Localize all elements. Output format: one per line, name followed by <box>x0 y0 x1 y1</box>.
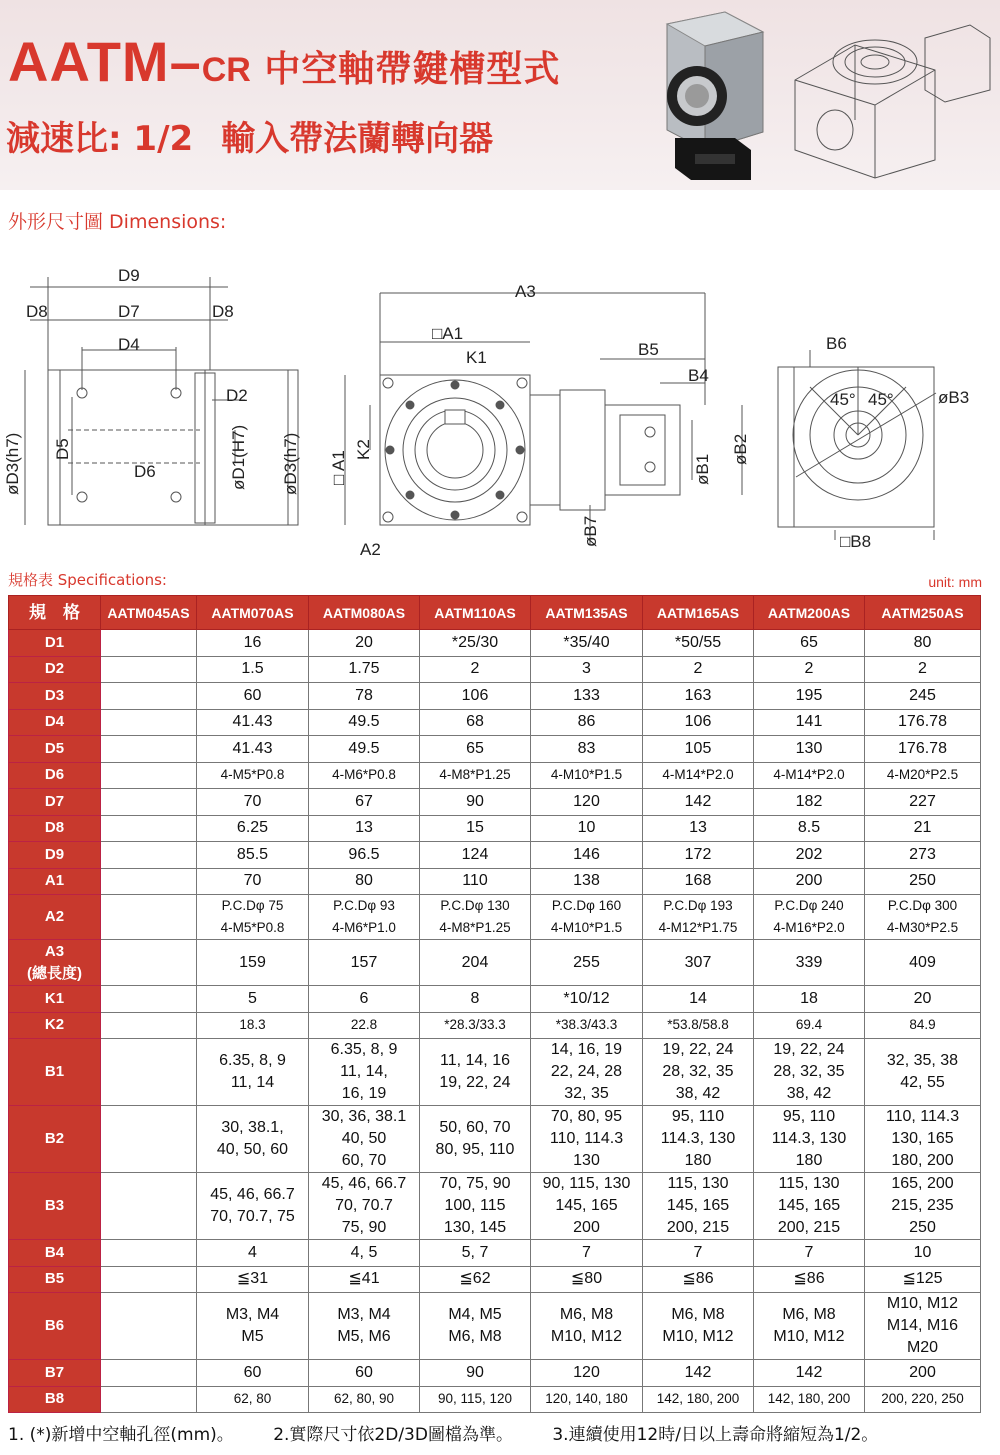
table-cell: 2 <box>865 656 981 683</box>
label-k2: K2 <box>354 439 373 460</box>
table-cell: 95, 110 114.3, 130 180 <box>643 1106 754 1173</box>
table-cell: 227 <box>865 789 981 816</box>
table-cell <box>101 709 197 736</box>
right-view <box>778 350 936 540</box>
table-cell: 6 <box>309 986 420 1013</box>
table-cell: M10, M12 M14, M16 M20 <box>865 1293 981 1360</box>
label-a2: A2 <box>360 540 381 559</box>
table-cell <box>101 895 197 940</box>
table-row <box>9 1173 981 1240</box>
table-cell <box>101 986 197 1013</box>
table-cell: 110, 114.3 130, 165 180, 200 <box>865 1106 981 1173</box>
table-cell: 41.43 <box>197 709 309 736</box>
table-cell: 142 <box>643 1360 754 1387</box>
table-cell: 2 <box>643 656 754 683</box>
row-label: B4 <box>9 1240 101 1267</box>
table-cell: P.C.Dφ 193 4-M12*P1.75 <box>643 895 754 940</box>
table-cell: 165, 200 215, 235 250 <box>865 1173 981 1240</box>
header-model: AATM165AS <box>643 596 754 630</box>
table-cell: ≦41 <box>309 1266 420 1293</box>
table-cell: 168 <box>643 868 754 895</box>
table-cell <box>101 1173 197 1240</box>
table-cell: 2 <box>754 656 865 683</box>
table-cell: M6, M8 M10, M12 <box>643 1293 754 1360</box>
table-cell: 96.5 <box>309 842 420 869</box>
table-row <box>9 762 981 789</box>
table-cell: 115, 130 145, 165 200, 215 <box>643 1173 754 1240</box>
table-row <box>9 683 981 710</box>
row-label: K1 <box>9 986 101 1013</box>
label-d3-right: øD3(h7) <box>281 432 300 495</box>
table-cell: 60 <box>309 1360 420 1387</box>
ratio-label: 減速比: 1/2 <box>6 119 194 159</box>
label-d4: D4 <box>118 335 140 354</box>
table-cell: 13 <box>643 815 754 842</box>
table-cell: 80 <box>309 868 420 895</box>
product-photo <box>655 10 773 182</box>
row-label: D9 <box>9 842 101 869</box>
table-cell: 195 <box>754 683 865 710</box>
table-cell: 4, 5 <box>309 1240 420 1267</box>
table-row <box>9 940 981 986</box>
table-cell: 90 <box>420 1360 531 1387</box>
table-row <box>9 1386 981 1413</box>
table-cell: M3, M4 M5 <box>197 1293 309 1360</box>
header-spec-label: 規 格 <box>9 596 101 630</box>
table-row <box>9 1039 981 1106</box>
row-label: D6 <box>9 762 101 789</box>
table-cell: *50/55 <box>643 630 754 657</box>
table-cell: 90, 115, 130 145, 165 200 <box>531 1173 643 1240</box>
table-cell: 200 <box>754 868 865 895</box>
table-cell: 6.35, 8, 9 11, 14 <box>197 1039 309 1106</box>
label-b6: B6 <box>826 334 847 353</box>
table-row <box>9 868 981 895</box>
table-cell: P.C.Dφ 300 4-M30*P2.5 <box>865 895 981 940</box>
table-cell <box>101 1386 197 1413</box>
table-cell: 41.43 <box>197 736 309 763</box>
left-view <box>25 277 298 525</box>
table-cell: ≦62 <box>420 1266 531 1293</box>
table-cell: ≦125 <box>865 1266 981 1293</box>
table-cell: P.C.Dφ 75 4-M5*P0.8 <box>197 895 309 940</box>
table-cell: 6.25 <box>197 815 309 842</box>
header-banner <box>0 0 1000 190</box>
table-cell: ≦31 <box>197 1266 309 1293</box>
table-cell: 4-M14*P2.0 <box>643 762 754 789</box>
table-cell: 142 <box>643 789 754 816</box>
table-cell: 110 <box>420 868 531 895</box>
table-cell: M3, M4 M5, M6 <box>309 1293 420 1360</box>
table-cell: 120 <box>531 789 643 816</box>
model-suffix: CR <box>201 51 251 89</box>
table-cell: 67 <box>309 789 420 816</box>
table-cell: *28.3/33.3 <box>420 1012 531 1039</box>
table-cell: 86 <box>531 709 643 736</box>
header-model: AATM110AS <box>420 596 531 630</box>
table-cell: 19, 22, 24 28, 32, 35 38, 42 <box>643 1039 754 1106</box>
table-cell: 62, 80, 90 <box>309 1386 420 1413</box>
dimensions-title: 外形尺寸圖 Dimensions: <box>8 211 227 233</box>
table-row <box>9 986 981 1013</box>
table-cell: 84.9 <box>865 1012 981 1039</box>
table-cell: P.C.Dφ 93 4-M6*P1.0 <box>309 895 420 940</box>
row-label: B2 <box>9 1106 101 1173</box>
table-cell <box>101 1106 197 1173</box>
table-cell: 69.4 <box>754 1012 865 1039</box>
table-cell: 10 <box>531 815 643 842</box>
table-cell: 130 <box>754 736 865 763</box>
table-cell: 49.5 <box>309 709 420 736</box>
table-cell: 11, 14, 16 19, 22, 24 <box>420 1039 531 1106</box>
table-row <box>9 656 981 683</box>
table-cell: 4-M8*P1.25 <box>420 762 531 789</box>
row-label: B5 <box>9 1266 101 1293</box>
row-label: D2 <box>9 656 101 683</box>
table-cell: 19, 22, 24 28, 32, 35 38, 42 <box>754 1039 865 1106</box>
model-prefix: AATM <box>8 30 170 93</box>
table-cell: 250 <box>865 868 981 895</box>
table-cell: P.C.Dφ 130 4-M8*P1.25 <box>420 895 531 940</box>
table-body <box>9 630 981 1413</box>
table-cell: 146 <box>531 842 643 869</box>
row-label: A2 <box>9 895 101 940</box>
label-angle-1: 45° <box>830 390 856 409</box>
table-cell: 14, 16, 19 22, 24, 28 32, 35 <box>531 1039 643 1106</box>
table-cell: 60 <box>197 683 309 710</box>
table-cell <box>101 842 197 869</box>
table-cell: *35/40 <box>531 630 643 657</box>
table-cell: *38.3/43.3 <box>531 1012 643 1039</box>
label-angle-2: 45° <box>868 390 894 409</box>
table-cell: 18.3 <box>197 1012 309 1039</box>
table-cell: 245 <box>865 683 981 710</box>
label-a1-top: □A1 <box>432 324 464 343</box>
table-cell <box>101 736 197 763</box>
table-cell: 15 <box>420 815 531 842</box>
table-cell: 90, 115, 120 <box>420 1386 531 1413</box>
table-row <box>9 736 981 763</box>
table-cell: 45, 46, 66.7 70, 70.7 75, 90 <box>309 1173 420 1240</box>
label-d6: D6 <box>134 462 156 481</box>
table-cell: 202 <box>754 842 865 869</box>
table-cell: 90 <box>420 789 531 816</box>
table-cell: 18 <box>754 986 865 1013</box>
spec-table <box>8 595 981 1413</box>
page-subtitle <box>6 119 494 159</box>
table-cell: 106 <box>420 683 531 710</box>
table-cell: 30, 36, 38.1 40, 50 60, 70 <box>309 1106 420 1173</box>
table-cell: 50, 60, 70 80, 95, 110 <box>420 1106 531 1173</box>
table-cell: 5, 7 <box>420 1240 531 1267</box>
table-cell: *10/12 <box>531 986 643 1013</box>
label-b5: B5 <box>638 340 659 359</box>
row-label: A1 <box>9 868 101 895</box>
table-row <box>9 895 981 940</box>
table-cell: 142, 180, 200 <box>643 1386 754 1413</box>
table-cell: 85.5 <box>197 842 309 869</box>
row-label: B8 <box>9 1386 101 1413</box>
label-k1: K1 <box>466 348 487 367</box>
middle-view <box>345 293 742 545</box>
note-3: 3.連續使用12時/日以上壽命將縮短為1/2。 <box>552 1425 879 1445</box>
table-cell: 133 <box>531 683 643 710</box>
row-label: D8 <box>9 815 101 842</box>
label-b2: øB2 <box>731 433 750 465</box>
table-row <box>9 630 981 657</box>
table-cell: 409 <box>865 940 981 986</box>
table-cell: 70 <box>197 789 309 816</box>
footnotes <box>8 1420 998 1445</box>
table-cell: 65 <box>420 736 531 763</box>
label-d8-left: D8 <box>26 302 48 321</box>
table-cell: 141 <box>754 709 865 736</box>
table-cell <box>101 1039 197 1106</box>
table-row <box>9 815 981 842</box>
table-cell: 45, 46, 66.7 70, 70.7, 75 <box>197 1173 309 1240</box>
table-cell <box>101 789 197 816</box>
label-d5: D5 <box>53 438 72 460</box>
table-cell <box>101 630 197 657</box>
subtitle-cn: 輸入帶法蘭轉向器 <box>221 119 494 159</box>
label-b7: øB7 <box>581 515 600 547</box>
table-cell: 120 <box>531 1360 643 1387</box>
table-cell: 95, 110 114.3, 130 180 <box>754 1106 865 1173</box>
table-row <box>9 1266 981 1293</box>
table-row <box>9 1106 981 1173</box>
table-cell <box>101 762 197 789</box>
table-cell: 8.5 <box>754 815 865 842</box>
table-cell: 142 <box>754 1360 865 1387</box>
table-cell: 159 <box>197 940 309 986</box>
table-cell: *25/30 <box>420 630 531 657</box>
table-cell: 255 <box>531 940 643 986</box>
row-label: B1 <box>9 1039 101 1106</box>
table-cell: ≦86 <box>643 1266 754 1293</box>
table-cell: ≦86 <box>754 1266 865 1293</box>
label-b8: □B8 <box>840 532 872 551</box>
table-cell: 163 <box>643 683 754 710</box>
table-cell: 4-M10*P1.5 <box>531 762 643 789</box>
label-d8-right: D8 <box>212 302 234 321</box>
table-cell: 70, 80, 95 110, 114.3 130 <box>531 1106 643 1173</box>
table-cell: ≦80 <box>531 1266 643 1293</box>
table-cell: 142, 180, 200 <box>754 1386 865 1413</box>
row-label: A3 (總長度) <box>9 940 101 986</box>
table-cell <box>101 815 197 842</box>
table-cell: M6, M8 M10, M12 <box>531 1293 643 1360</box>
table-cell: 60 <box>197 1360 309 1387</box>
table-cell: 200 <box>865 1360 981 1387</box>
note-1: 1. (*)新增中空軸孔徑(mm)。 <box>8 1425 234 1445</box>
header-model: AATM080AS <box>309 596 420 630</box>
table-row <box>9 789 981 816</box>
table-cell: 6.35, 8, 9 11, 14, 16, 19 <box>309 1039 420 1106</box>
table-cell: 65 <box>754 630 865 657</box>
label-a1-side: □ A1 <box>329 450 348 485</box>
product-line-drawing <box>785 20 995 180</box>
table-cell: 78 <box>309 683 420 710</box>
table-cell: M4, M5 M6, M8 <box>420 1293 531 1360</box>
row-label: B7 <box>9 1360 101 1387</box>
title-cn: 中空軸帶鍵槽型式 <box>250 49 561 90</box>
table-cell: 1.5 <box>197 656 309 683</box>
table-cell: 20 <box>309 630 420 657</box>
table-cell: 16 <box>197 630 309 657</box>
label-d2: D2 <box>226 386 248 405</box>
row-label: D3 <box>9 683 101 710</box>
table-cell: P.C.Dφ 160 4-M10*P1.5 <box>531 895 643 940</box>
table-cell <box>101 1360 197 1387</box>
middle-view-labels <box>329 282 750 559</box>
row-label: B3 <box>9 1173 101 1240</box>
row-label: D5 <box>9 736 101 763</box>
table-cell: 10 <box>865 1240 981 1267</box>
table-cell: 83 <box>531 736 643 763</box>
table-row <box>9 709 981 736</box>
table-cell: 62, 80 <box>197 1386 309 1413</box>
label-d1: øD1(H7) <box>229 424 248 490</box>
table-cell <box>101 868 197 895</box>
table-cell: 68 <box>420 709 531 736</box>
table-cell <box>101 1266 197 1293</box>
table-cell: 14 <box>643 986 754 1013</box>
table-cell: 7 <box>531 1240 643 1267</box>
label-d7: D7 <box>118 302 140 321</box>
label-a3: A3 <box>515 282 536 301</box>
model-dash: – <box>169 30 202 93</box>
table-cell: 4-M5*P0.8 <box>197 762 309 789</box>
table-cell: 20 <box>865 986 981 1013</box>
table-cell: 5 <box>197 986 309 1013</box>
header-model: AATM045AS <box>101 596 197 630</box>
page-title <box>8 30 561 93</box>
table-cell <box>101 1240 197 1267</box>
table-cell: 49.5 <box>309 736 420 763</box>
table-cell: 22.8 <box>309 1012 420 1039</box>
table-cell: 105 <box>643 736 754 763</box>
table-cell: 176.78 <box>865 709 981 736</box>
table-cell: 80 <box>865 630 981 657</box>
dimension-drawings <box>0 255 1000 565</box>
table-cell: 182 <box>754 789 865 816</box>
header-model: AATM070AS <box>197 596 309 630</box>
table-cell: 339 <box>754 940 865 986</box>
table-cell: 200, 220, 250 <box>865 1386 981 1413</box>
table-cell: 106 <box>643 709 754 736</box>
table-cell: 4-M14*P2.0 <box>754 762 865 789</box>
row-label: D7 <box>9 789 101 816</box>
table-cell: 2 <box>420 656 531 683</box>
label-b4: B4 <box>688 366 709 385</box>
table-cell: 21 <box>865 815 981 842</box>
table-cell: 3 <box>531 656 643 683</box>
table-row <box>9 842 981 869</box>
table-cell <box>101 940 197 986</box>
table-cell <box>101 1012 197 1039</box>
label-b1: øB1 <box>693 453 712 485</box>
table-cell: 273 <box>865 842 981 869</box>
table-row <box>9 1293 981 1360</box>
table-cell: 4-M20*P2.5 <box>865 762 981 789</box>
row-label: D1 <box>9 630 101 657</box>
table-cell: 172 <box>643 842 754 869</box>
table-cell: 1.75 <box>309 656 420 683</box>
table-cell: 30, 38.1, 40, 50, 60 <box>197 1106 309 1173</box>
label-b3: øB3 <box>938 388 970 407</box>
table-cell: 204 <box>420 940 531 986</box>
table-cell: 138 <box>531 868 643 895</box>
table-cell: 7 <box>754 1240 865 1267</box>
row-label: D4 <box>9 709 101 736</box>
table-header-row <box>9 596 981 630</box>
table-cell: 4 <box>197 1240 309 1267</box>
row-label: B6 <box>9 1293 101 1360</box>
table-cell: 8 <box>420 986 531 1013</box>
unit-label: unit: mm <box>928 574 982 590</box>
table-row <box>9 1240 981 1267</box>
header-model: AATM250AS <box>865 596 981 630</box>
label-d9: D9 <box>118 266 140 285</box>
row-label: K2 <box>9 1012 101 1039</box>
specifications-title: 規格表 Specifications: <box>8 571 167 589</box>
table-row <box>9 1360 981 1387</box>
table-cell: 70 <box>197 868 309 895</box>
note-2: 2.實際尺寸依2D/3D圖檔為準。 <box>273 1425 513 1445</box>
table-cell <box>101 656 197 683</box>
table-cell <box>101 683 197 710</box>
header-model: AATM200AS <box>754 596 865 630</box>
table-cell: 307 <box>643 940 754 986</box>
table-cell: 7 <box>643 1240 754 1267</box>
table-cell: 176.78 <box>865 736 981 763</box>
table-cell: 4-M6*P0.8 <box>309 762 420 789</box>
table-cell: 115, 130 145, 165 200, 215 <box>754 1173 865 1240</box>
table-cell: M6, M8 M10, M12 <box>754 1293 865 1360</box>
table-cell: 70, 75, 90 100, 115 130, 145 <box>420 1173 531 1240</box>
table-cell: *53.8/58.8 <box>643 1012 754 1039</box>
label-d3-left: øD3(h7) <box>3 432 22 495</box>
table-cell: P.C.Dφ 240 4-M16*P2.0 <box>754 895 865 940</box>
table-cell: 157 <box>309 940 420 986</box>
table-cell: 120, 140, 180 <box>531 1386 643 1413</box>
table-cell: 124 <box>420 842 531 869</box>
header-model: AATM135AS <box>531 596 643 630</box>
table-row <box>9 1012 981 1039</box>
table-cell: 13 <box>309 815 420 842</box>
table-cell <box>101 1293 197 1360</box>
table-cell: 32, 35, 38 42, 55 <box>865 1039 981 1106</box>
